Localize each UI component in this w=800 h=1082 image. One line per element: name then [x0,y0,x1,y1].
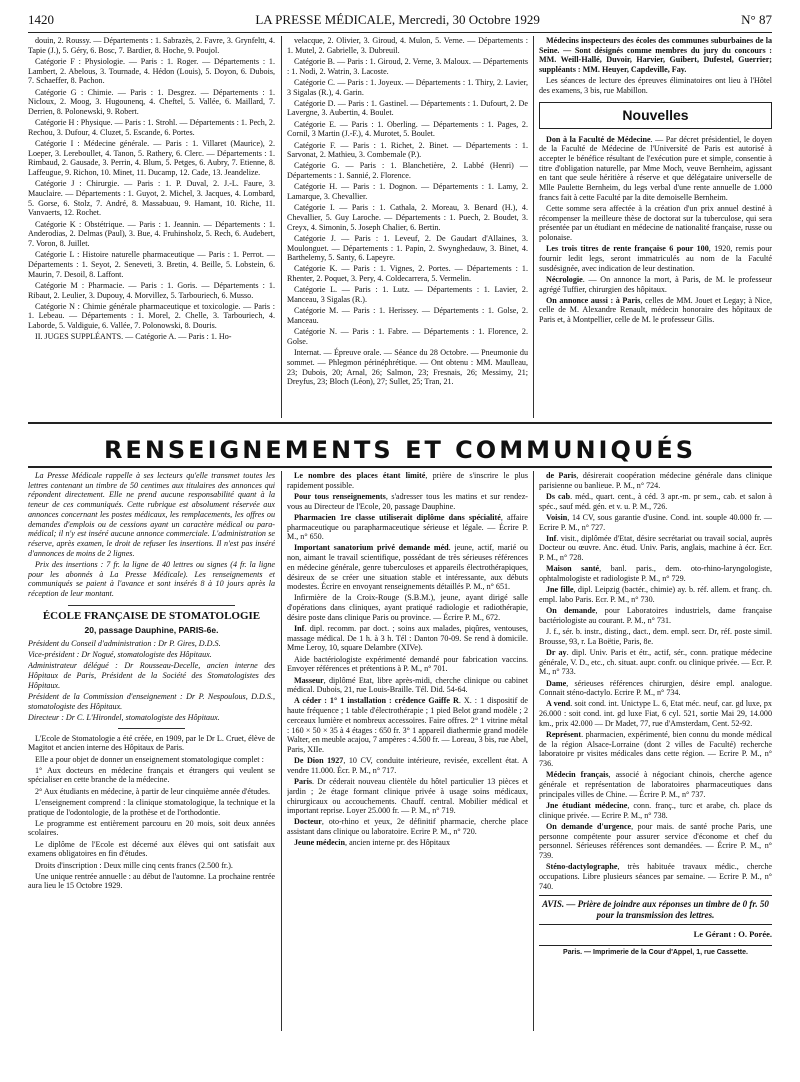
classified-ad: On demande d'urgence, pour mais. de santé proche Paris, une personne compétente pour assurer service d'économe et chef du personnel. Sérieuses références sont demandées. — Écrire P. M., n° 739. [539,821,772,861]
classified-ad: J. f., sér. b. instr., disting., dact., dem. empl. secr. Dr, réf. poste simil. Brousse, 93, r. La Boëtie, Paris, 8e. [539,627,772,646]
jury-paragraph: Catégorie J : Chirurgie. — Paris : 1. P. Duval, 2. J.-L. Faure, 3. Mauclaire. — Départements : 1. Guyot, 2. Michel, 3. Jacques, 4. Lombard, 5. Gorse, 6. Stolz, 7. André, 8. Massabuau, 9. Hamant, 10. Riche, 11. Vanvaerts, 12. Rochet. [28,179,275,218]
notice-paragraph: La Presse Médicale rappelle à ses lecteurs qu'elle transmet toutes les lettres contenant un timbre de 50 centimes aux titulaires des annonces qui répondent directement. Elle ne prend aucune responsabilité quant à la teneur de ces communiqués. Cette rubrique est absolument réservée aux annonces concernant les postes médicaux, les remplacements, les offres ou demandes d'emplois ou de cessions ayant un caractère médical ou para-médical; il n'y est inséré aucune annonce commerciale. L'administration se réserve, après examen, le droit de refuser les insertions. Il n'est pas inséré d'annonces de moins de 2 lignes. [28,471,275,558]
school-paragraph: Le diplôme de l'Ecole est décerné aux élèves qui ont satisfait aux examens obligatoires en fin d'études. [28,839,275,859]
classified-ad: On demande, pour Laboratoires industriels, dame française bactériologiste au courant. P. M., n° 731. [539,606,772,625]
jury-paragraph: Catégorie D. — Paris : 1. Gastinel. — Départements : 1. Dufourt, 2. De Lavergne, 3. Aubertin, 4. Boulet. [287,98,528,118]
news-paragraph: On annonce aussi : à Paris, celles de MM. Jouet et Legay; à Nice, celle de M. Alexandre Renault, médecin honoraire des hôpitaux de Paris et, à Montpellier, celle de M. le professeur Gilis. [539,295,772,325]
jury-paragraph: Catégorie N. — Paris : 1. Fabre. — Départements : 1. Florence, 2. Golse. [287,327,528,346]
section-title: RENSEIGNEMENTS ET COMMUNIQUÉS [103,436,697,464]
classified-ad: Infirmière de la Croix-Rouge (S.B.M.), jeune, ayant dirigé salle d'opérations dans cliniques, ayant pratiqué radiologie et radiothérapie, désire poste dans clinique Paris ou province. — Écrire P. M., 672. [287,593,528,622]
classified-ad: Inf. visit., diplômée d'Etat, désire secrétariat ou travail social, auprès Docteur ou œuvre. Anc. étud. Univ. Paris, anglais, machine à écr. Ecr. P. M., n° 728. [539,533,772,563]
school-paragraph: Droits d'inscription : Deux mille cinq cents francs (2.500 fr.). [35,860,233,870]
news-paragraph: Don à la Faculté de Médecine. — Par décret présidentiel, le doyen de la Faculté de Médecine de l'Université de Paris est autorisé à accepter le bénéfice résultant de l'exécution pure et simple, consentie à titre d'obligation naturelle, par Mme Moch, veuve Bernheim, agissant en tant que seule héritière à réserve et que délégataire universelle de Mlle Paulette Bernheim, du legs verbal d'une rente annuelle de 1.000 francs fait à cette Faculté par la dite demoiselle Bernheim. [539,134,772,202]
classified-ad: Représent. pharmacien, expérimenté, bien connu du monde médical de la région Alsace-Lorraine (dont 2 villes de Faculté) recherche laboratoire pr visites médicales dans cette région. — Ecrire P. M., n° 736. [539,730,772,769]
bottom-column-2 [287,471,528,1031]
page-number: 1420 [28,12,54,27]
jury-paragraph: Catégorie M. — Paris : 1. Herissey. — Départements : 1. Golse, 2. Manceau. [287,306,528,325]
school-paragraph: 2° Aux étudiants en médecine, à partir de leur cinquième année d'études. [35,786,271,796]
section-rule [28,466,772,468]
officer-line: Directeur : Dr C. L'Hirondel, stomatologiste des Hôpitaux. [28,712,220,722]
bottom-column-1 [28,471,275,1031]
officer-line: Administrateur délégué : Dr Rousseau-Decelle, ancien interne des Hôpitaux de Paris, Président de la Société des Stomatologistes des Hôpitaux. [28,661,275,690]
classified-ad: Dame, sérieuses références chirurgien, désire empl. analogue. Connait sténo-dactylo. Ecrire P. M., n° 734. [539,678,772,698]
classified-ad: Jeune médecin, ancien interne pr. des Hôpitaux [294,838,450,848]
school-paragraph: Le programme est entièrement parcouru en 20 mois, soit deux années scolaires. [28,818,275,838]
jury-paragraph: Catégorie G. — Paris : 1. Blanchetière, 2. Labbé (Henri) — Départements : 1. Sannié, 2. Florence. [287,161,528,181]
school-title: ÉCOLE FRANÇAISE DE STOMATOLOGIE [42,609,261,622]
column-divider [533,471,534,1031]
school-paragraph: Elle a pour objet de donner un enseignement stomatologique complet : [35,754,264,764]
classified-ad: Voisin, 14 CV, sous garantie d'usine. Cond. int. souple 40.000 fr. — Ecrire P. M., n° 727. [539,512,772,532]
top-column-3 [539,36,772,418]
classified-ad: Le nombre des places étant limité, prière de s'inscrire le plus rapidement possible. [287,471,528,490]
officer-line: Président du Conseil d'administration : Dr P. Gires, D.D.S. [28,639,221,649]
officer-line: Président de la Commission d'enseignement : Dr P. Nespoulous, D.D.S., stomatologiste des Hôpitaux. [28,692,275,711]
classified-ad: Ds cab. méd., quart. cent., à céd. 3 apr.-m. pr sem., cab. et salon à spéc., sauf méd. gén. et v. u. P. M., 726. [539,491,772,511]
jury-paragraph: Catégorie N : Chimie générale pharmaceutique et toxicologie. — Paris : 1. Lebeau. — Départements : 1. Morel, 2. Chelle, 3. Tarbouriech, 4. Laborde, 5. Valdiguie, 6. Vallée, 7. Polonowski, 8. Douris. [28,301,275,331]
classified-ad: Inf. dipl. recomm. par doct. ; soins aux malades, piqûres, ventouses, massage médical. De 1 h. à 3 h. Tél : Danton 70-09. Se rend à domicile. Mme Leroy, 10, square Delambre (XIVe). [287,624,528,653]
classified-ad: Jne fille, dipl. Leipzig (bactér., chimie) ay. b. réf. allem. et franç. ch. empl. labo Paris. Ecr. P. M., n° 730. [539,585,772,604]
classified-ad: A vend. soit cond. int. Unictype L. 6, Etat méc. neuf, car. gd luxe, px 26.000 : soit cond. int. gd luxe Fiat, 6 cyl. 521, sortie Mai 29, 14.000 km., prix 42.000 — Dr Madet, 77, rue d'Amsterdam, Cent. 52-92. [539,699,772,728]
classified-ad: Maison santé, banl. paris., dem. oto-rhino-laryngologiste, ophtalmologiste et radiologiste P. M., n° 729. [539,564,772,584]
jury-paragraph: Catégorie H. — Paris : 1. Dognon. — Départements : 1. Lamy, 2. Lamarque, 3. Chevallier. [287,182,528,202]
issue-number: N° 87 [741,12,772,27]
jury-paragraph: Catégorie K : Obstétrique. — Paris : 1. Jeannin. — Départements : 1. Anderodias, 2. Delmas (Paul), 3. Bue, 4. Fruhinsholz, 5. Rech, 6. Audebert, 7. Voron, 8. Juillet. [28,219,275,249]
news-paragraph: Cette somme sera affectée à la création d'un prix annuel destiné à récompenser la meilleure thèse de doctorat sur la tuberculose, qui sera présentée par un étudiant en médecine de nationalité française, russe ou polonaise. [539,203,772,243]
jury-paragraph: Catégorie I : Médecine générale. — Paris : 1. Villaret (Maurice), 2. Loeper, 3. Lereboullet, 4. Tanon, 5. Rathery, 6. Clerc. — Départements : 1. Rimbaud, 2. Gausade, 3. Perrin, 4. Blum, 5. Petges, 6. Aubry, 7. Etienne, 8. Laffeugue, 9. Richon, 10. Minet, 11. Ducamp, 12. Cade, 13. Jeandelize. [28,139,275,178]
classified-ad: Important sanatorium privé demande méd. jeune, actif, marié ou non, aimant le travail scientifique, possédant de très sérieuses références en médecine générale, genre tuberculoses et appareils électrothérapiques, désireux de se créer une situation stable et intéressante, aux débuts modestes. Écrire en envoyant renseignements détaillés P. M., n° 651. [287,543,528,592]
separator [68,605,235,606]
jury-paragraph: Catégorie J. — Paris : 1. Leveuf, 2. De Gaudart d'Allaines, 3. Moulonguet. — Départements : 1. Papin, 2. Swynghedauw, 3. Binet, 4. Barthelemy, 5. Santy, 6. Lapeyre. [287,233,528,263]
bottom-column-3 [539,471,772,1031]
classified-ad: De Dion 1927, 10 CV, conduite intérieure, revisée, excellent état. A vendre 11.000. Écr. P. M., n° 717. [287,756,528,775]
classified-ad: Jne étudiant médecine, conn. franç., turc et arabe, ch. place ds clinique privée. — Ecrire P. M., n° 738. [539,801,772,820]
avis-notice: AVIS. — Prière de joindre aux réponses un timbre de 0 fr. 50 pour la transmission des lettres. [539,895,772,925]
intro-paragraph: Les séances de lecture des épreuves éliminatoires ont lieu à l'Hôtel des examens, 3 bis, rue Mabillon. [539,76,772,96]
school-address: 20, passage Dauphine, PARIS-6e. [84,624,219,635]
school-paragraph: L'Ecole de Stomatologie a été créée, en 1909, par le Dr L. Cruet, élève de Magitot et ancien interne des Hôpitaux de Paris. [28,733,275,753]
jury-paragraph: douin, 2. Roussy. — Départements : 1. Sabrazès, 2. Favre, 3. Grynfeltt, 4. Tapie (J.), 5. Géry, 6. Bosc, 7. Bardier, 8. Hoche, 9. Poujol. [28,36,275,55]
intro-paragraph: Médecins inspecteurs des écoles des communes suburbaines de la Seine. — Sont désignés comme membres du jury du concours : MM. Weill-Hallé, Duvoir, Harvier, Guibert, Dufestel, Guerrier; suppléants : MM. Heuyer, Capdeville, Fay. [539,36,772,75]
classified-ad: Médecin français, associé à négociant chinois, cherche agence générale et représentation de laboratoires pharmaceutiques dans principales villes de Chine. — Écrire P. M., n° 737. [539,770,772,799]
jury-paragraph: Catégorie H : Physique. — Paris : 1. Strohl. — Départements : 1. Pech, 2. Rechou, 3. Dufour, 4. Cluzet, 5. Escande, 6. Portes. [28,118,275,137]
jury-paragraph: Catégorie L. — Paris : 1. Lutz. — Départements : 1. Lavier, 2. Manceau, 3 Sigalas (R.). [287,285,528,305]
jury-paragraph: Catégorie I. — Paris : 1. Cathala, 2. Moreau, 3. Benard (H.), 4. Chevallier, 5. Guy Laroche. — Départements : 1. Puech, 2. Boudet, 3. Creyx, 4. Simonin, 5. Joseph Chalier, 6. Bertin. [287,203,528,232]
column-divider [281,471,282,1031]
top-column-1 [28,36,275,418]
page-header [28,12,772,32]
nouvelles-heading: Nouvelles [539,102,772,129]
gerant-line: Le Gérant : O. Porée. [693,928,772,939]
column-divider [533,36,534,418]
classified-ad: Paris. Dr céderait nouveau clientèle du hôtel particulier 13 pièces et jardin ; 2e étage formant clinique privée à usage soins médicaux, chirurgicaux ou accouchements. Chauff. central. Mobilier médical et important reprise. Loyer 25.000 fr. — P. M., n° 719. [287,777,528,816]
school-paragraph: L'enseignement comprend : la clinique stomatologique, la technique et la pratique de l'odontologie, de la prothèse et de l'orthodontie. [28,797,275,817]
section-rule [28,422,772,424]
classified-ad: Pour tous renseignements, s'adresser tous les matins et sur rendez-vous au Directeur de l'Ecole, 20, passage Dauphine. [287,491,528,511]
notice-paragraph: Prix des insertions : 7 fr. la ligne de 40 lettres ou signes (4 fr. la ligne pour les abonnés à La Presse Médicale). Les renseignements et communiqués se paient à l'avance et sont insérés 8 à 10 jours après la réception de leur montant. [28,559,275,598]
top-column-2 [287,36,528,418]
jury-paragraph: Catégorie M : Pharmacie. — Paris : 1. Goris. — Départements : 1. Ribaut, 2. Leulier, 3. Dupouy, 4. Morvillez, 5. Tarbouriech, 6. Musso. [28,280,275,300]
jury-paragraph: II. JUGES SUPPLÉANTS. — Catégorie A. — Paris : 1. Ho- [35,332,232,342]
classified-ad: Dr ay. dipl. Univ. Paris et étr., actif, sér., conn. pratique médecine générale, V. D., etc., ch. situat. aupr. confr. ou clinique privée. — Ecr. P. M., n° 733. [539,647,772,677]
school-paragraph: 1° Aux docteurs en médecine français et étrangers qui veulent se spécialiser en cette branche de la médecine. [28,765,275,785]
classified-ad: de Paris, désirerait coopération médecine générale dans clinique parisienne ou banlieue. P. M., n° 724. [539,471,772,490]
classified-ad: Masseur, diplômé Etat, libre après-midi, cherche clinique ou cabinet médical. Dubois, 21, rue Louis-Braille. Tél. Did. 54-64. [287,675,528,695]
jury-paragraph: Catégorie F. — Paris : 1. Richet, 2. Binet. — Départements : 1. Sarvonat, 2. Mathieu, 3. Combemale (P.). [287,140,528,160]
separator [118,728,185,729]
jury-paragraph: Catégorie L : Histoire naturelle pharmaceutique — Paris : 1. Perrot. — Départements : 1. Seyot, 2. Seneveti, 3. Bretin, 4. Beille, 5. Lobstein, 6. Maurin, 7. Desoil, 8. Laffont. [28,250,275,279]
jury-paragraph: Catégorie G : Chimie. — Paris : 1. Desgrez. — Départements : 1. Nicloux, 2. Moog, 3. Hugounenq, 4. Cheftel, 5. Vallée, 6. Maillard, 7. Derrien, 8. Polonewski, 9. Robert. [28,87,275,116]
news-paragraph: Les trois titres de rente française 6 pour 100, 1920, remis pour fournir ledit legs, seront immatriculés au nom de la Faculté susdésignée, avec indication de leur destination. [539,244,772,273]
classified-ad: Pharmacien 1re classe utiliserait diplôme dans spécialité, affaire pharmaceutique ou parapharmaceutique sérieuse et légale. — Écrire P. M., n° 650. [287,512,528,542]
officer-line: Vice-président : Dr Nogué, stomatologiste des Hôpitaux. [28,650,212,660]
jury-paragraph: Catégorie C. — Paris : 1. Joyeux. — Départements : 1. Thiry, 2. Lavier, 3 Sigalas (R.), 4. Garin. [287,77,528,97]
news-paragraph: Nécrologie. — On annonce la mort, à Paris, de M. le professeur agrégé Tuffier, chirurgien des hôpitaux. [539,274,772,294]
school-paragraph: Une unique rentrée annuelle : au début de l'automne. La prochaine rentrée aura lieu le 15 Octobre 1929. [28,871,275,891]
classified-ad: Docteur, oto-rhino et yeux, 2e définitif pharmacie, cherche place assistant dans clinique ou laboratoire. Ecrire P. M., n° 720. [287,817,528,837]
imprimerie-line: Paris. — Imprimerie de la Cour d'Appel, 1, rue Cassette. [539,945,772,957]
jury-paragraph: Catégorie F : Physiologie. — Paris : 1. Roger. — Départements : 1. Lambert, 2. Abelous, 3. Tournade, 4. Hédon (Louis), 5. Doyon, 6. Dubois, 7. Schaeffer, 8. Pachon. [28,56,275,86]
classified-ad: Aide bactériologiste expérimenté demandé pour fabrication vaccins. Envoyer références et prétentions à P. M., n° 701. [287,654,528,674]
classified-ad: A céder : 1° 1 installation : crédence Gaiffe R. X. : 1 dispositif de haute fréquence ; 1 table d'électrothérapie ; 1 pied Belot grand modèle ; 2 cerceaux lumière et nombreux accessoires. Faire offres. 2° 1 vitrine métal : 160 × 50 × 35 à 4 étages : 650 fr. 3° 1 appareil diathermie grand modèle Walter, en meuble acajou, 7 ampères : 4.500 fr. — Loreau, 3 bis, rue Abel, Paris, XIIe. [287,696,528,754]
jury-paragraph: Catégorie B. — Paris : 1. Giroud, 2. Verne, 3. Maloux. — Départements : 1. Nodi, 2. Watrin, 3. Lacoste. [287,56,528,76]
header-rule [28,32,772,33]
jury-paragraph: velacque, 2. Olivier, 3. Giroud, 4. Mulon, 5. Verne. — Départements : 1. Mutel, 2. Gabrielle, 3. Dubreuil. [287,36,528,55]
column-divider [281,36,282,418]
classified-ad: Sténo-dactylographe, très habituée travaux médic., cherche occupations. Libre plusieurs séances par semaine. — Ecrire P. M., n° 740. [539,862,772,891]
jury-paragraph: Internat. — Épreuve orale. — Séance du 28 Octobre. — Pneumonie du sommet. — Phlegmon périnéphrétique. — Ont obtenu : MM. Maulleau, 23; Dubois, 20; Arnal, 26; Salmon, 23; Fresnais, 26; Messimy, 21; Dreyfus, 23; Bloch (Léon), 27; Sullet, 25; Tran, 21. [287,348,528,387]
jury-paragraph: Catégorie K. — Paris : 1. Vignes, 2. Portes. — Départements : 1. Rhenter, 2. Poquet, 3. Pery, 4. Coldecarrera, 5. Vermelin. [287,264,528,284]
jury-paragraph: Catégorie E. — Paris : 1. Oberling. — Départements : 1. Pages, 2. Cornil, 3 Martin (J.-F.), 4. Murotet, 5. Boulet. [287,119,528,139]
journal-title: LA PRESSE MÉDICALE, Mercredi, 30 Octobre 1929 [255,12,540,27]
